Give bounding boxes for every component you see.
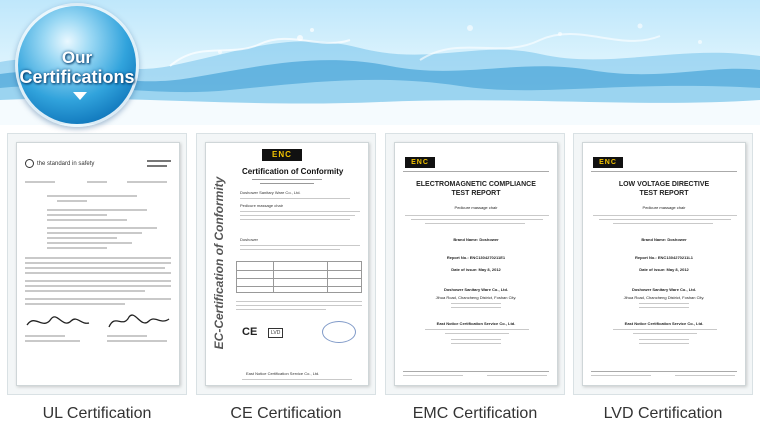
ce-doc-title: Certification of Conformity <box>242 167 344 176</box>
ce-certificate-document <box>205 142 369 386</box>
ce-stamp-icon <box>322 321 356 343</box>
emc-doc-prepared-for: Doshower Sanitary Ware Co., Ltd. <box>443 287 509 292</box>
lvd-title-line1: LOW VOLTAGE DIRECTIVE <box>618 181 710 188</box>
badge-title-line2: Certifications <box>19 67 135 87</box>
emc-doc-for: Pedicure massage chair <box>454 205 498 210</box>
lvd-doc-prepared-by: East Notice Certification Service Co., Ltd. <box>624 321 704 326</box>
emc-doc-date: Date of issue: May 8, 2012 <box>451 267 501 272</box>
ce-mark: CE <box>242 326 258 338</box>
lvd-doc-address: Jihua Road, Chancheng District, Foshan City. <box>623 295 705 300</box>
ul-certificate-panel[interactable] <box>7 133 187 395</box>
lvd-certificate-panel[interactable] <box>573 133 753 395</box>
down-triangle-icon <box>73 92 87 100</box>
enc-logo: ENC <box>262 149 302 161</box>
emc-doc-report: Report No.: ENC1304270211E1 <box>446 255 506 260</box>
badge-title-line1: Our <box>61 48 93 67</box>
lvd-doc-report: Report No.: ENC1304270211L1 <box>634 255 694 260</box>
emc-doc-brand: Brand Name: Doshower <box>453 237 499 242</box>
emc-doc-prepared-by: East Notice Certification Service Co., Ltd. <box>436 321 516 326</box>
ul-certification-caption: UL Certification <box>42 405 152 422</box>
ce-standards-table <box>236 261 362 293</box>
ce-certification-caption: CE Certification <box>230 405 342 422</box>
lvd-doc-for: Pedicure massage chair <box>642 205 686 210</box>
enc-logo: ENC <box>405 157 435 168</box>
ul-logo-icon <box>25 159 34 168</box>
emc-doc-address: Jihua Road, Chancheng District, Foshan City. <box>435 295 517 300</box>
lvd-doc-date: Date of issue: May 8, 2012 <box>639 267 689 272</box>
emc-certificate-panel[interactable] <box>385 133 565 395</box>
ce-doc-company: Doshower Sanitary Ware Co., Ltd. <box>240 190 301 195</box>
ce-doc-footer: East Notice Certification Service Co., Ltd. <box>246 371 320 376</box>
ce-certificate-panel[interactable] <box>196 133 376 395</box>
lvd-doc-brand: Brand Name: Doshower <box>641 237 687 242</box>
lvd-title-line2: TEST REPORT <box>639 190 689 197</box>
emc-certification-caption: EMC Certification <box>412 405 538 422</box>
ce-doc-product: Pedicure massage chair <box>240 203 283 208</box>
emc-certificate-document <box>394 142 558 386</box>
lvd-certificate-document <box>582 142 746 386</box>
emc-title-line1: ELECTROMAGNETIC COMPLIANCE <box>416 181 536 188</box>
emc-title-line2: TEST REPORT <box>451 190 501 197</box>
ul-signatures <box>23 311 173 333</box>
lvd-mark: LVD <box>268 328 283 338</box>
ul-doc-heading: the standard in safety <box>37 161 95 167</box>
ul-certificate-document <box>16 142 180 386</box>
our-certifications-badge <box>15 3 139 127</box>
lvd-certification-caption: LVD Certification <box>603 405 723 422</box>
lvd-doc-prepared-for: Doshower Sanitary Ware Co., Ltd. <box>631 287 697 292</box>
enc-logo: ENC <box>593 157 623 168</box>
ce-doc-brand: Doshower <box>240 237 259 242</box>
ce-vertical-title: EC-Certification of Conformity <box>212 176 226 350</box>
